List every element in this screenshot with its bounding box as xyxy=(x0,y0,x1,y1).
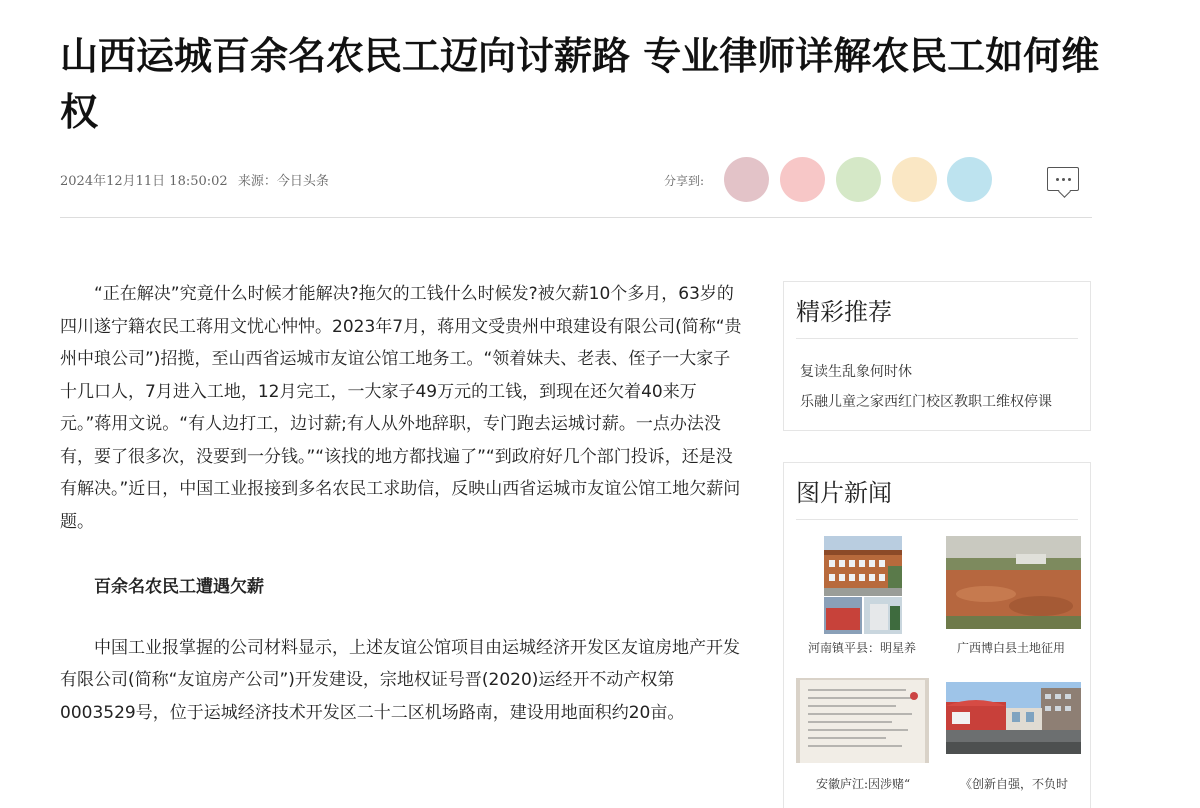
photo-news-caption[interactable]: 《创新自强，不负时 xyxy=(960,777,1069,791)
recommend-link[interactable]: 乐融儿童之家西红门校区教职工维权停课 xyxy=(800,394,1052,410)
recommend-panel xyxy=(783,281,1091,431)
photo-news-panel xyxy=(783,462,1091,808)
share-tencent-button[interactable] xyxy=(947,157,992,202)
photo-news-image[interactable] xyxy=(796,678,929,763)
share-qzone-button[interactable] xyxy=(780,157,825,202)
share-weibo-button[interactable] xyxy=(724,157,769,202)
article-title: 山西运城百余名农民工迈向讨薪路 专业律师详解农民工如何维权 xyxy=(60,34,1100,134)
share-wechat-button[interactable] xyxy=(836,157,881,202)
photo-news-caption[interactable]: 安徽庐江:因涉赌“ xyxy=(816,777,911,791)
share-qq-button[interactable] xyxy=(892,157,937,202)
article-subheading: 百余名农民工遭遇欠薪 xyxy=(94,577,264,597)
photo-news-caption[interactable]: 广西博白县土地征用 xyxy=(957,641,1066,655)
photo-news-divider xyxy=(796,519,1078,520)
article-source: 来源：今日头条 xyxy=(237,174,329,189)
article-meta xyxy=(60,170,335,189)
article-paragraph: “正在解决”究竟什么时候才能解决?拖欠的工钱什么时候发?被欠薪10个多月，63岁的四川遂宁籍农民工蒋用文忧心忡忡。2023年7月，蒋用文受贵州中琅建设有限公司(简称“贵州中琅公司”)招揽，至山西省运城市友谊公馆工地务工。“领着妹夫、老表、侄子一大家子十几口人，7月进入工地，12月完工，一大家子49万元的工钱，到现在还欠着40来万元。”蒋用文说。“有人边打工，边讨薪;有人从外地辞职，专门跑去运城讨薪。一点办法没有，要了很多次，没要到一分钱。”“该找的地方都找遍了”“到政府好几个部门投诉，还是没有解决。”近日，中国工业报接到多名农民工求助信，反映山西省运城市友谊公馆工地欠薪问题。 xyxy=(60,284,742,532)
article-body xyxy=(60,278,745,729)
photo-news-image[interactable] xyxy=(946,536,1081,629)
article-paragraph: 中国工业报掌握的公司材料显示，上述友谊公馆项目由运城经济开发区友谊房地产开发有限公司(简称“友谊房产公司”)开发建设，宗地权证号晋(2020)运经开不动产权第0003529号，位于运城经济技术开发区二十二区机场路南，建设用地面积约20亩。 xyxy=(60,637,740,723)
comment-icon[interactable] xyxy=(1047,167,1079,191)
recommend-divider xyxy=(796,338,1078,339)
publish-datetime: 2024年12月11日 18:50:02 xyxy=(60,174,228,189)
header-divider xyxy=(60,217,1092,218)
photo-news-caption[interactable]: 河南镇平县：明星养 xyxy=(808,641,917,655)
photo-news-image[interactable] xyxy=(824,536,902,634)
photo-news-title: 图片新闻 xyxy=(796,479,892,507)
share-label: 分享到: xyxy=(664,174,705,188)
recommend-link[interactable]: 复读生乱象何时休 xyxy=(800,364,912,380)
recommend-title: 精彩推荐 xyxy=(796,298,892,326)
photo-news-image[interactable] xyxy=(946,682,1081,754)
